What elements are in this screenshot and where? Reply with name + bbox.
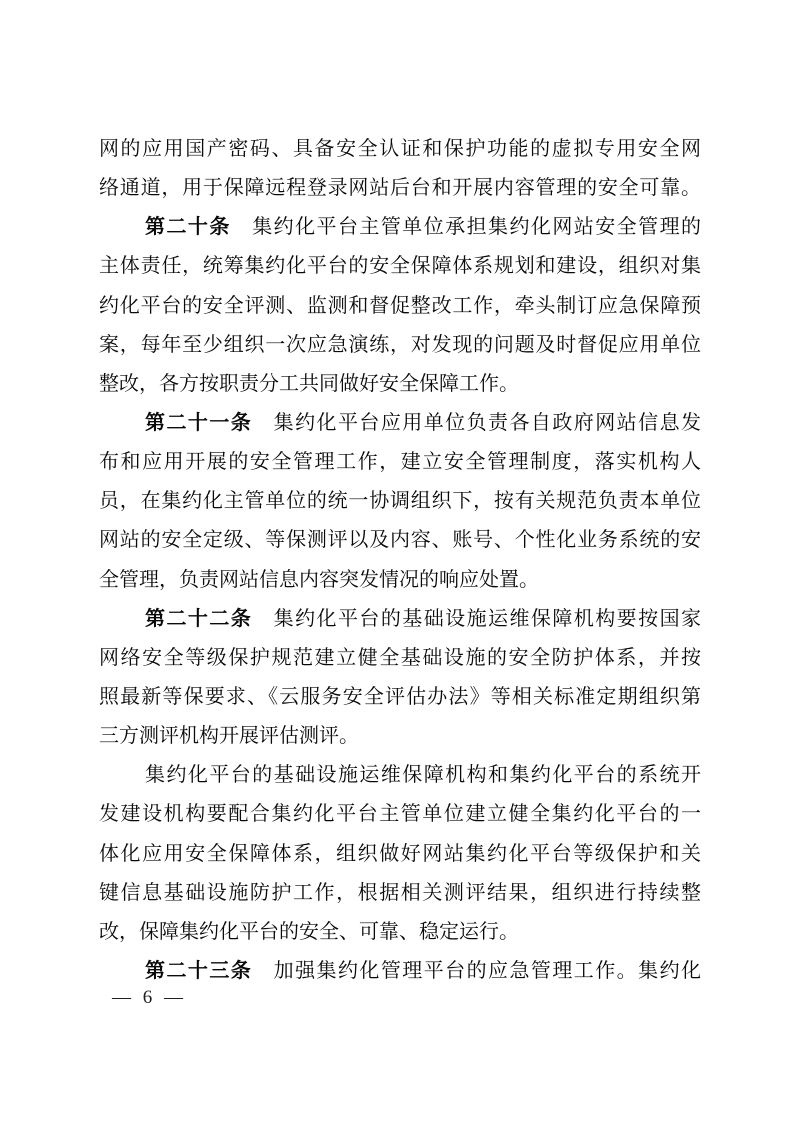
- text-line: [99, 247, 701, 286]
- text-segment: 集约化平台主管单位承担集约化网站安全管理的: [230, 216, 702, 239]
- text-segment: 加强集约化管理平台的应急管理工作。集约化: [252, 959, 702, 982]
- page-number: — 6 —: [112, 987, 183, 1008]
- text-line: [99, 169, 701, 208]
- text-segment: 案，每年至少组织一次应急演练，对发现的问题及时督促应用单位: [99, 333, 701, 356]
- text-line: [99, 443, 701, 482]
- article-heading: 第二十条: [145, 216, 231, 239]
- text-line: [99, 717, 701, 756]
- text-segment: 网的应用国产密码、具备安全认证和保护功能的虚拟专用安全网: [99, 138, 701, 160]
- text-segment: 网络安全等级保护规范建立健全基础设施的安全防护体系，并按: [99, 646, 701, 669]
- text-segment: 约化平台的安全评测、监测和督促整改工作，牵头制订应急保障预: [99, 294, 701, 317]
- text-line: [99, 835, 701, 874]
- text-segment: 员，在集约化主管单位的统一协调组织下，按有关规范负责本单位: [99, 490, 701, 513]
- text-line: [99, 756, 701, 795]
- text-segment: 发建设机构要配合集约化平台主管单位建立健全集约化平台的一: [99, 803, 701, 826]
- article-heading: 第二十一条: [145, 411, 253, 434]
- text-line: [99, 208, 701, 247]
- text-line: [99, 795, 701, 834]
- text-segment: 主体责任，统筹集约化平台的安全保障体系规划和建设，组织对集: [99, 255, 701, 278]
- text-segment: 改，保障集约化平台的安全、可靠、稳定运行。: [99, 920, 519, 943]
- text-line: [99, 561, 701, 600]
- text-segment: 键信息基础设施防护工作，根据相关测评结果，组织进行持续整: [99, 881, 701, 904]
- text-line: [99, 952, 701, 991]
- text-line: [99, 874, 701, 913]
- text-segment: 三方测评机构开展评估测评。: [99, 725, 359, 748]
- text-segment: 体化应用安全保障体系，组织做好网站集约化平台等级保护和关: [99, 842, 701, 865]
- text-segment: 布和应用开展的安全管理工作，建立安全管理制度，落实机构人: [99, 451, 701, 474]
- text-segment: 集约化平台的基础设施运维保障机构要按国家: [252, 607, 702, 630]
- text-line: [99, 326, 701, 365]
- text-segment: 网站的安全定级、等保测评以及内容、账号、个性化业务系统的安: [99, 529, 701, 552]
- text-line: [99, 482, 701, 521]
- text-segment: 集约化平台的基础设施运维保障机构和集约化平台的系统开: [145, 764, 701, 787]
- text-segment: 集约化平台应用单位负责各自政府网站信息发: [252, 411, 702, 434]
- text-line: [99, 521, 701, 560]
- text-line: [99, 365, 701, 404]
- text-segment: 整改，各方按职责分工共同做好安全保障工作。: [99, 372, 519, 395]
- document-body: [99, 130, 701, 991]
- text-line: [99, 600, 701, 639]
- text-line: [99, 130, 701, 169]
- article-heading: 第二十二条: [145, 607, 253, 630]
- article-heading: 第二十三条: [145, 959, 253, 982]
- text-line: [99, 404, 701, 443]
- text-line: [99, 913, 701, 952]
- text-segment: 络通道，用于保障远程登录网站后台和开展内容管理的安全可靠。: [99, 177, 701, 200]
- text-segment: 全管理，负责网站信息内容突发情况的响应处置。: [99, 568, 539, 591]
- text-line: [99, 639, 701, 678]
- text-segment: 照最新等保要求、《云服务安全评估办法》等相关标准定期组织第: [99, 685, 701, 708]
- text-line: [99, 678, 701, 717]
- text-line: [99, 287, 701, 326]
